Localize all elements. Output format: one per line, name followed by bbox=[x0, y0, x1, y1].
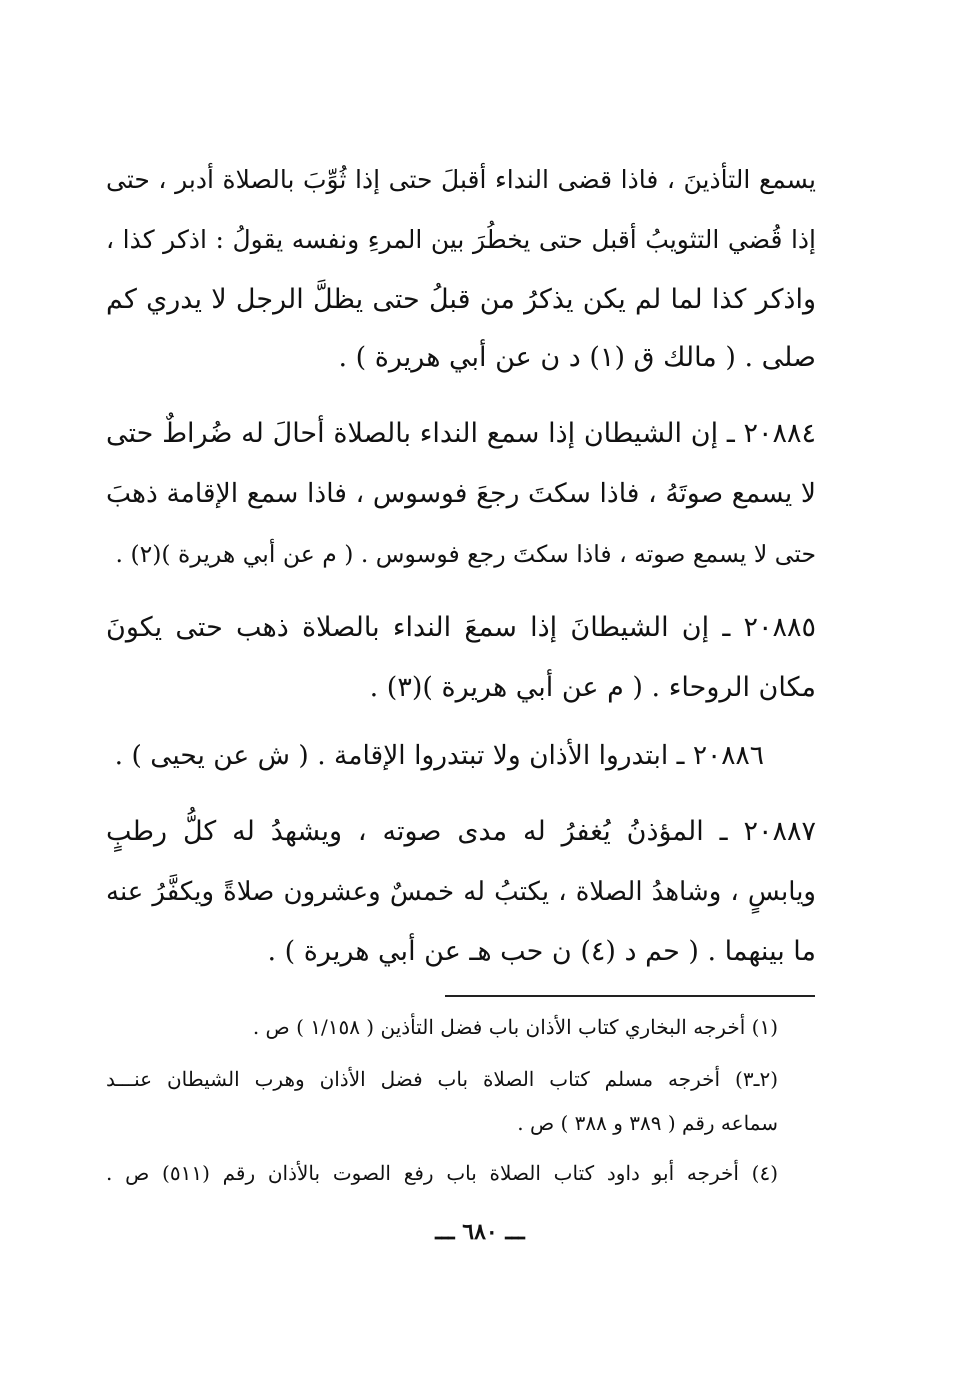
hadith-20885-line: مكان الروحاء . ( م عن أبي هريرة )(٣) . bbox=[369, 672, 816, 703]
page-number: ـــ ٦٨٠ ـــ bbox=[435, 1219, 525, 1245]
text-line: يسمع التأذينَ ، فاذا قضى النداء أقبلَ حتى إذا ثُوِّبَ بالصلاة أدبر ، حتى bbox=[106, 165, 816, 194]
footnote-1: (١) أخرجه البخاري كتاب الأذان باب فضل التأذين ( ١/١٥٨ ) ص . bbox=[252, 1015, 778, 1039]
hadith-20886-line: ٢٠٨٨٦ ـ ابتدروا الأذان ولا تبتدروا الإقامة . ( ش عن يحيى ) . bbox=[114, 740, 764, 771]
hadith-20887-line: ٢٠٨٨٧ ـ المؤذنُ يُغفرُ له مدى صوته ، ويشهدُ له كلُّ رطبٍ bbox=[106, 816, 816, 847]
footnote-2-3-continued: سماعه رقم ( ٣٨٩ و ٣٨٨ ) ص . bbox=[517, 1111, 778, 1135]
hadith-20884-line: ٢٠٨٨٤ ـ إن الشيطان إذا سمع النداء بالصلاة أحالَ له ضُراطٌ حتى bbox=[106, 418, 816, 449]
text-line: إذا قُضي التثويبُ أقبل حتى يخطُرَ بين المرءِ ونفسه يقولُ : اذكر كذا ، bbox=[106, 225, 816, 254]
hadith-20887-line: ما بينهما . ( حم د (٤) ن حب هـ عن أبي هريرة ) . bbox=[267, 936, 816, 967]
text-line: صلى . ( مالك ق (١) د ن عن أبي هريرة ) . bbox=[338, 342, 816, 373]
text-line: واذكر كذا لما لم يكن يذكرُ من قبلُ حتى يظلَّ الرجل لا يدري كم bbox=[106, 284, 816, 315]
hadith-20884-line: حتى لا يسمع صوته ، فاذا سكتَ رجع فوسوس . ( م عن أبي هريرة )(٢) . bbox=[115, 540, 816, 568]
footnote-separator bbox=[445, 995, 815, 997]
footnote-4: (٤) أخرجه أبو داود كتاب الصلاة باب رفع الصوت بالأذان رقم (٥١١) ص . bbox=[106, 1161, 779, 1185]
hadith-20887-line: ويابسٍ ، وشاهدُ الصلاة ، يكتبُ له خمسٌ وعشرون صلاةً ويكفَّرُ عنه bbox=[106, 877, 816, 907]
hadith-20885-line: ٢٠٨٨٥ ـ إن الشيطانَ إذا سمعَ النداء بالصلاة ذهب حتى يكونَ bbox=[106, 612, 816, 643]
hadith-20884-line: لا يسمع صوتَهُ ، فاذا سكتَ رجعَ فوسوس ، فاذا سمع الإقامة ذهبَ bbox=[106, 478, 816, 509]
footnote-2-3: (٢ـ٣) أخرجه مسلم كتاب الصلاة باب فضل الأذان وهرب الشيطان عنـــد bbox=[106, 1067, 778, 1091]
